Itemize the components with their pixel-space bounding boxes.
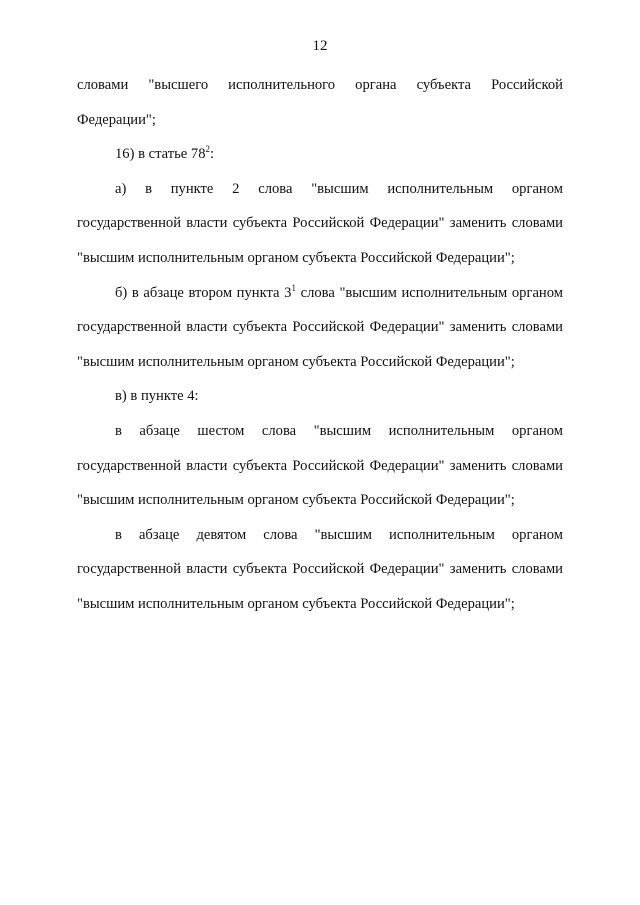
paragraph-subitem-v: в) в пункте 4: (115, 388, 199, 405)
paragraph-subitem-b (77, 276, 563, 380)
paragraph-item-16-text: 16) в статье 78 (115, 146, 206, 163)
paragraph-continuation: словами "высшего исполнительного органа субъекта Российской Федерации"; (77, 77, 563, 128)
page-number: 12 (312, 38, 328, 54)
paragraph-abzac-9: в абзаце девятом слова "высшим исполнительным органом государственной власти субъекта Российской Федерации" заменить словами "высшим исполнительным органом субъекта Российской Федерации"; (77, 526, 563, 612)
document-body (77, 68, 563, 622)
paragraph-abzac-6: в абзаце шестом слова "высшим исполнительным органом государственной власти субъекта Российской Федерации" заменить словами "высшим исполнительным органом субъекта Российской Федерации"; (77, 422, 563, 509)
superscript-2: 2 (205, 144, 211, 155)
paragraph-subitem-a: а) в пункте 2 слова "высшим исполнительным органом государственной власти субъекта Российской Федерации" заменить словами "высшим исполнительным органом субъекта Российской Федерации"; (77, 180, 563, 266)
superscript-1: 1 (291, 282, 296, 293)
paragraph-subitem-b-rest: слова "высшим исполнительным органом государственной власти субъекта Российской Федерации" заменить словами "высшим исполнительным органом субъекта Российской Федерации"; (77, 284, 564, 370)
paragraph-subitem-b-start: б) в абзаце втором пункта 3 (115, 284, 292, 301)
paragraph-item-16 (77, 137, 563, 172)
paragraph-item-16-colon: : (210, 146, 215, 163)
